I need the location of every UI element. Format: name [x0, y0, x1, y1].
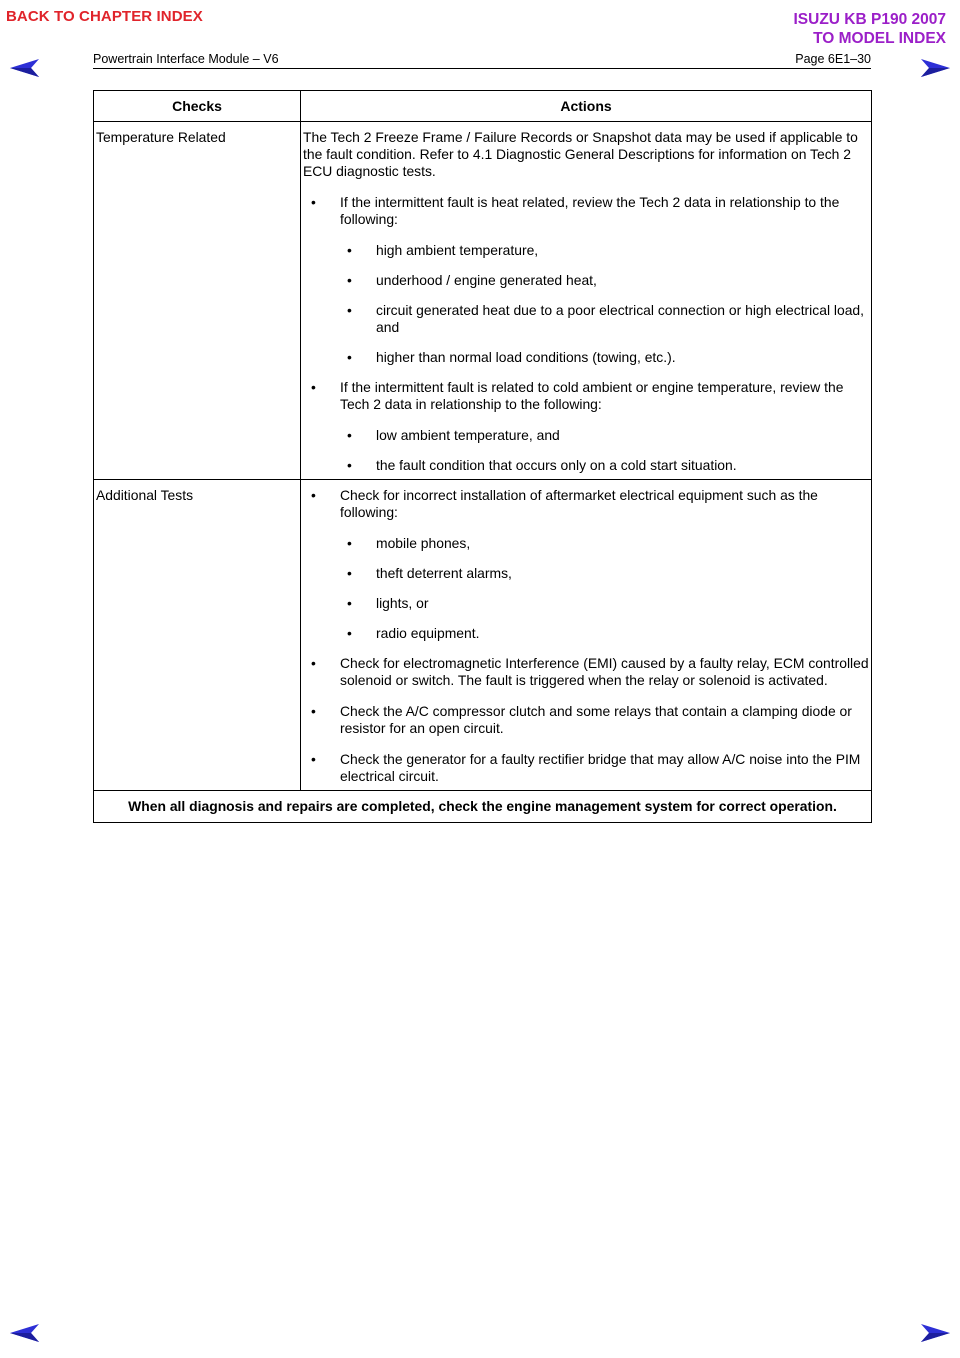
- action-sub-bullet: • circuit generated heat due to a poor electrical connection or high electrical load, and: [303, 302, 869, 336]
- actions-cell: [301, 122, 872, 480]
- action-bullet: • If the intermittent fault is related to cold ambient or engine temperature, review the Tech 2 data in relationship to the following:: [303, 379, 869, 413]
- action-intro: The Tech 2 Freeze Frame / Failure Records or Snapshot data may be used if applicable to the fault condition. Refer to 4.1 Diagnostic General Descriptions for information on Tech 2 ECU diagnostic tests.: [303, 129, 858, 179]
- back-to-chapter-index-link[interactable]: BACK TO CHAPTER INDEX: [6, 8, 203, 25]
- action-sub-bullet: • mobile phones,: [303, 535, 869, 552]
- action-sub-bullet: • radio equipment.: [303, 625, 869, 642]
- table-row: [94, 122, 872, 480]
- page-number: Page 6E1–30: [795, 52, 871, 66]
- checks-actions-table: [93, 90, 872, 823]
- arrow-right-icon[interactable]: [920, 58, 950, 78]
- action-sub-bullet: • the fault condition that occurs only on a cold start situation.: [303, 457, 869, 474]
- table-header-row: [94, 91, 872, 122]
- action-sub-bullet: • low ambient temperature, and: [303, 427, 869, 444]
- action-bullet: • If the intermittent fault is heat related, review the Tech 2 data in relationship to the following:: [303, 194, 869, 228]
- footer-note: When all diagnosis and repairs are completed, check the engine management system for correct operation.: [94, 791, 872, 823]
- action-sub-bullet: • theft deterrent alarms,: [303, 565, 869, 582]
- table-row: [94, 480, 872, 791]
- section-title: Powertrain Interface Module – V6: [93, 52, 279, 66]
- check-cell: Temperature Related: [94, 122, 301, 480]
- action-bullet: • Check for electromagnetic Interference (EMI) caused by a faulty relay, ECM controlled solenoid or switch. The fault is triggered when the relay or solenoid is activated.: [303, 655, 869, 689]
- arrow-right-icon[interactable]: [920, 1323, 950, 1343]
- checks-column-header: Checks: [94, 91, 301, 122]
- action-bullet: • Check for incorrect installation of aftermarket electrical equipment such as the following:: [303, 487, 869, 521]
- action-sub-bullet: • underhood / engine generated heat,: [303, 272, 869, 289]
- table-footer-row: [94, 791, 872, 823]
- actions-cell: [301, 480, 872, 791]
- check-cell: Additional Tests: [94, 480, 301, 791]
- header-divider: [93, 68, 871, 69]
- to-model-index-link[interactable]: TO MODEL INDEX: [813, 30, 946, 47]
- arrow-left-icon[interactable]: [10, 58, 40, 78]
- action-sub-bullet: • high ambient temperature,: [303, 242, 869, 259]
- arrow-left-icon[interactable]: [10, 1323, 40, 1343]
- model-title: [794, 10, 947, 48]
- action-sub-bullet: • lights, or: [303, 595, 869, 612]
- action-sub-bullet: • higher than normal load conditions (towing, etc.).: [303, 349, 869, 366]
- action-bullet: • Check the generator for a faulty rectifier bridge that may allow A/C noise into the PIM electrical circuit.: [303, 751, 869, 785]
- model-name: ISUZU KB P190 2007: [793, 11, 946, 28]
- actions-column-header: Actions: [301, 91, 872, 122]
- action-bullet: • Check the A/C compressor clutch and some relays that contain a clamping diode or resistor for an open circuit.: [303, 703, 869, 737]
